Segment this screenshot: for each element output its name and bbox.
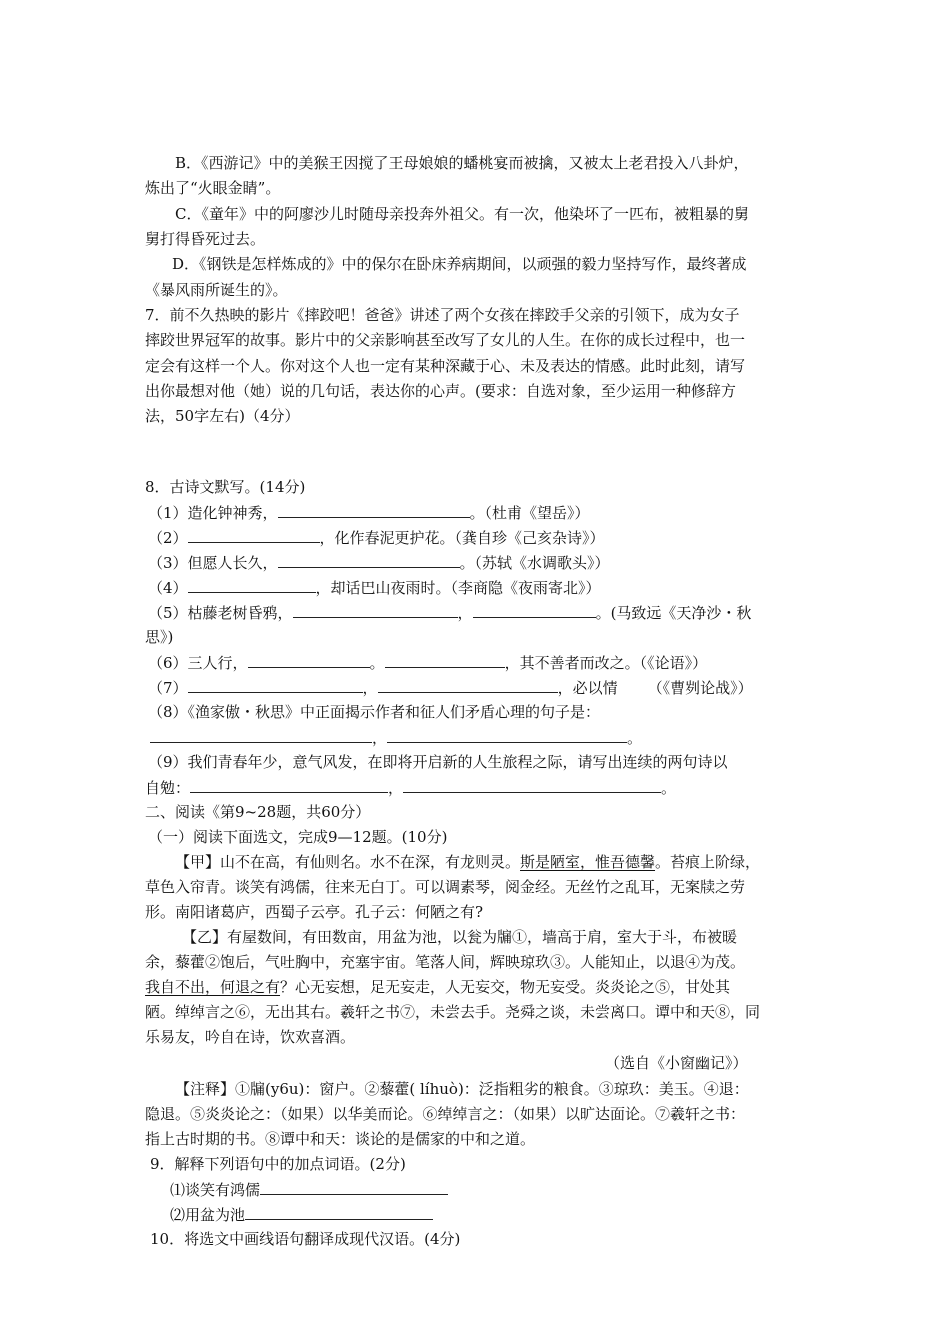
q7-line5: 法，50字左右)（4分）	[145, 407, 300, 425]
q8-item-1-text: （1）造化钟神秀，	[148, 504, 278, 522]
q6-option-d-line2: 《暴风雨所诞生的》。	[145, 281, 288, 299]
q6-option-b-line2: 炼出了“火眼金睛”。	[145, 179, 281, 197]
reading-section-title: 二、阅读《第9~28题，共60分）	[145, 803, 371, 821]
notes-line1: 【注释】①牖(y6u)：窗户。②藜藿( líhuò)：泛指粗劣的粮食。③琼玖：美玉。④退：	[175, 1080, 749, 1098]
q8-item-8-answer	[150, 726, 642, 748]
q8-item-6-period: 。	[369, 654, 385, 672]
q9-item-1-text: ⑴谈笑有鸿儒	[170, 1181, 261, 1199]
q6-option-c-line2: 舅打得昏死过去。	[145, 230, 266, 248]
passage-jia-line3: 形。南阳诸葛庐，西蜀子云亭。孔子云：何陋之有?	[145, 903, 484, 921]
passage-yi-line4: 陋。绰绰言之⑥，无出其右。羲轩之书⑦，未尝去手。尧舜之谈，未尝离口。谭中和天⑧，同	[145, 1003, 761, 1021]
q8-item-6-source: ，其不善者而改之。（《论语》）	[504, 654, 708, 672]
q8-item-9-label: 自勉：	[145, 779, 191, 797]
q9-item-2	[170, 1203, 433, 1225]
q8-item-5	[148, 601, 751, 623]
q8-item-7-num: （7）	[148, 679, 188, 697]
passage-yi-line1: 【乙】有屋数间，有田数亩，用盆为池，以瓮为牖①，墙高于肩，室大于斗，布被暖	[182, 928, 738, 946]
q7-line2: 摔跤世界冠军的故事。影片中的父亲影响甚至改写了女儿的人生。在你的成长过程中，也一	[145, 331, 746, 349]
q10-title: 10．将选文中画线语句翻译成现代汉语。(4分)	[150, 1230, 461, 1248]
q8-item-3-blank[interactable]	[278, 551, 460, 568]
notes-line3: 指上古时期的书。⑧谭中和天：谈论的是儒家的中和之道。	[145, 1130, 536, 1148]
q6-option-c-line1: C．《童年》中的阿廖沙儿时随母亲投奔外祖父。有一次，他染坏了一匹布，被粗暴的舅	[175, 205, 749, 223]
passage-jia-line2: 草色入帘青。谈笑有鸿儒，往来无白丁。可以调素琴，阅金经。无丝竹之乱耳，无案牍之劳	[145, 878, 746, 896]
reading-subsection-1: （一）阅读下面选文，完成9—12题。(10分)	[148, 828, 448, 846]
q8-item-9-blank-2[interactable]	[403, 776, 661, 793]
q8-title: 8．古诗文默写。(14分)	[145, 478, 306, 496]
q8-item-6	[148, 651, 707, 673]
passage-jia-text-a: 【甲】山不在高，有仙则名。水不在深，有龙则灵。	[175, 853, 521, 871]
passage-yi-line3	[145, 976, 730, 998]
q8-item-5-source: 。(马致远《天净沙・秋	[595, 604, 752, 622]
q9-item-2-text: ⑵用盆为池	[170, 1206, 246, 1224]
q8-item-8-prompt: （8）《渔家傲・秋思》中正面揭示作者和征人们矛盾心理的句子是：	[148, 703, 601, 721]
q8-item-7-source: （《曹刿论战》）	[647, 679, 753, 697]
notes-line2: 隐退。⑤炎炎论之：（如果）以华美而论。⑥绰绰言之：（如果）以旷达面论。⑦羲轩之书：	[145, 1105, 746, 1123]
q8-item-6-blank-2[interactable]	[385, 651, 505, 668]
q8-item-3-text: （3）但愿人长久，	[148, 554, 278, 572]
q9-title: 9．解释下列语句中的加点词语。(2分)	[150, 1155, 406, 1173]
q6-option-d-line1: D．《钢铁是怎样炼成的》中的保尔在卧床养病期间，以顽强的毅力坚持写作，最终著成	[172, 255, 747, 273]
q9-item-1-blank[interactable]	[260, 1178, 448, 1195]
q8-item-5-blank-1[interactable]	[293, 601, 458, 618]
q8-item-9-prompt: （9）我们青春年少，意气风发，在即将开启新的人生旅程之际，请写出连续的两句诗以	[148, 753, 728, 771]
q6-option-b-line1: B．《西游记》中的美猴王因搅了王母娘娘的蟠桃宴而被擒，又被太上老君投入八卦炉，	[175, 154, 749, 172]
q8-item-7-blank-2[interactable]	[378, 676, 558, 693]
passage-jia-underlined: 斯是陋室，惟吾德馨	[520, 853, 656, 871]
q8-item-5-comma: ，	[457, 604, 473, 622]
q8-item-1-source: 。（杜甫《望岳》）	[469, 504, 590, 522]
q8-item-1-blank[interactable]	[278, 501, 470, 518]
q8-item-5-source-cont: 思》)	[145, 628, 174, 646]
q8-item-2-text: ，化作春泥更护花。（龚自珍《己亥杂诗》）	[319, 529, 605, 547]
passage-jia-text-b: 。苔痕上阶绿，	[655, 853, 761, 871]
q8-item-3	[148, 551, 610, 573]
q9-item-2-blank[interactable]	[245, 1203, 433, 1220]
q8-item-4-num: （4）	[148, 579, 188, 597]
q8-item-7-text: ，必以情	[557, 679, 618, 697]
q8-item-9-period: 。	[661, 779, 677, 797]
passage-jia-line1	[175, 851, 760, 873]
q8-item-2-blank[interactable]	[188, 526, 320, 543]
q8-item-2	[148, 526, 605, 548]
q8-item-6-blank-1[interactable]	[248, 651, 370, 668]
q8-item-4-text: ，却话巴山夜雨时。（李商隐《夜雨寄北》）	[315, 579, 601, 597]
passage-yi-line5: 乐易友，吟自在诗，饮欢喜酒。	[145, 1028, 356, 1046]
q8-item-4-blank[interactable]	[188, 576, 316, 593]
q8-item-1	[148, 501, 590, 523]
q8-item-3-source: 。（苏轼《水调歌头》）	[459, 554, 610, 572]
q8-item-7-comma: ，	[362, 679, 378, 697]
q7-line3: 定会有这样一个人。你对这个人也一定有某种深藏于心、未及表达的情感。此时此刻，请写	[145, 357, 746, 375]
q8-item-6-text: （6）三人行，	[148, 654, 248, 672]
q8-item-9-answer	[145, 776, 676, 798]
passage-source: （选自《小窗幽记》）	[605, 1054, 748, 1072]
q8-item-7	[148, 676, 753, 698]
q7-line4: 出你最想对他（她）说的几句话，表达你的心声。(要求：自选对象，至少运用一种修辞方	[145, 382, 736, 400]
q8-item-8-period: 。	[627, 729, 643, 747]
q7-line1: 7．前不久热映的影片《摔跤吧！爸爸》讲述了两个女孩在摔跤手父亲的引领下，成为女子	[145, 306, 740, 324]
q8-item-7-blank-1[interactable]	[188, 676, 363, 693]
q8-item-8-blank-2[interactable]	[387, 726, 627, 743]
q8-item-4	[148, 576, 601, 598]
q8-item-5-blank-2[interactable]	[473, 601, 596, 618]
q8-item-5-text: （5）枯藤老树昏鸦，	[148, 604, 293, 622]
q8-item-8-comma: ，	[372, 729, 388, 747]
q8-item-2-num: （2）	[148, 529, 188, 547]
q8-item-9-comma: ，	[388, 779, 404, 797]
passage-yi-underlined: 我自不出，何退之有	[145, 978, 281, 996]
passage-yi-text: ？心无妄想，足无妄走，人无妄交，物无妄受。炎炎论之⑤，甘处其	[280, 978, 731, 996]
passage-yi-line2: 余，藜藿②饱后，气吐胸中，充塞宇宙。笔落人间，辉映琼玖③。人能知止，以退④为茂。	[145, 953, 746, 971]
q9-item-1	[170, 1178, 448, 1200]
q8-item-9-blank-1[interactable]	[190, 776, 388, 793]
q8-item-8-blank-1[interactable]	[150, 726, 372, 743]
